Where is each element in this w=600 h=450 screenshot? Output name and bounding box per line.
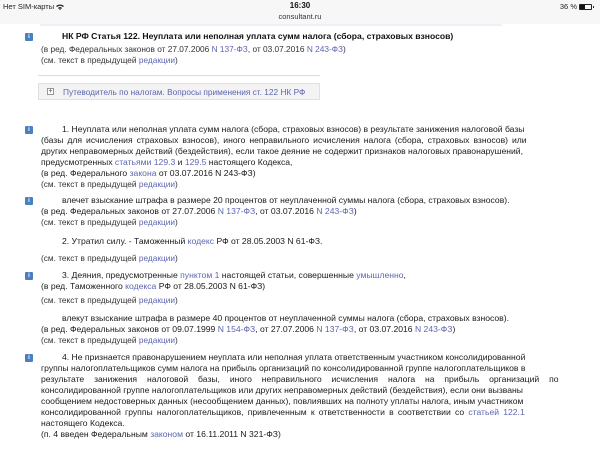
edition-note (41, 324, 455, 335)
customs-code-link[interactable]: кодекс (187, 236, 215, 246)
text: ) (353, 206, 357, 216)
prev-edition-note (41, 217, 178, 228)
edition-note (41, 206, 357, 217)
text: (см. текст в предыдущей (41, 55, 139, 65)
prev-edition-note (41, 179, 178, 190)
paragraph-2 (62, 236, 322, 247)
prev-edition-note (41, 55, 178, 66)
text: (см. текст в предыдущей (41, 295, 139, 305)
edition-note (41, 429, 281, 440)
text: (см. текст в предыдущей (41, 179, 139, 189)
info-icon[interactable]: i (25, 33, 33, 41)
prev-edition-link[interactable]: редакции (138, 253, 176, 263)
law-link[interactable]: закона (129, 168, 157, 178)
article-129-3-link[interactable]: статьями 129.3 (114, 157, 176, 167)
text: настоящей статьи, совершенные (219, 270, 357, 280)
paragraph-3 (62, 270, 406, 281)
prev-edition-link[interactable]: редакции (138, 55, 176, 65)
text: (см. текст в предыдущей (41, 217, 139, 227)
article-122-1-link[interactable]: статьей 122.1 (468, 407, 525, 417)
text: и (175, 157, 185, 167)
text: ) (175, 295, 178, 305)
text: , от 03.07.2016 (247, 44, 307, 54)
penalty-20-text: влечет взыскание штрафа в размере 20 процентов от неуплаченной суммы налога (сбора, страховых взносов). (62, 195, 510, 205)
text: от 16.11.2011 N 321-ФЗ) (183, 429, 281, 439)
paragraph-4-line: сообщением недостоверных данных (несообщением данных), повлиявших на полноту уплаты налога, иным участником (41, 396, 524, 406)
text: РФ от 28.05.2003 N 61-ФЗ. (214, 236, 323, 246)
paragraph-4-line: настоящего Кодекса. (41, 418, 125, 428)
text: (в ред. Таможенного (41, 281, 126, 291)
prev-edition-note (41, 253, 178, 264)
text: ) (175, 217, 178, 227)
text: (в ред. Федерального (41, 168, 130, 178)
article-129-5-link[interactable]: 129.5 (184, 157, 207, 167)
law-link-137[interactable]: N 137-ФЗ (316, 324, 354, 334)
customs-code-link[interactable]: кодекса (125, 281, 157, 291)
paragraph-1-line: (базы для исчисления страховых взносов), иного неправильного исчисления налога (сбора, страховых взносов) или (41, 135, 527, 145)
divider (40, 24, 502, 26)
address-bar-url[interactable]: consultant.ru (278, 12, 322, 21)
tax-guide-expander[interactable] (38, 83, 320, 100)
text: , от 03.07.2016 (353, 324, 415, 334)
text: консолидированной группы налогоплательщиков, привлеченным к ответственности в соответствии со (41, 407, 469, 417)
carrier-label: Нет SIM-карты (3, 2, 55, 11)
info-icon[interactable]: i (25, 126, 33, 134)
battery-icon (579, 4, 592, 10)
text: ) (175, 55, 178, 65)
paragraph-1-line (41, 157, 292, 168)
law-link-137[interactable]: N 137-ФЗ (211, 44, 248, 54)
text: настоящего Кодекса, (206, 157, 293, 167)
prev-edition-link[interactable]: редакции (138, 295, 176, 305)
prev-edition-link[interactable]: редакции (138, 217, 176, 227)
text: ) (175, 253, 178, 263)
law-link-137[interactable]: N 137-ФЗ (217, 206, 256, 216)
prev-edition-note (41, 295, 178, 306)
law-link-243[interactable]: N 243-ФЗ (306, 44, 344, 54)
text: (п. 4 введен Федеральным (41, 429, 151, 439)
clock: 16:30 (289, 1, 311, 10)
law-link-154[interactable]: N 154-ФЗ (217, 324, 256, 334)
tax-guide-link[interactable]: Путеводитель по налогам. Вопросы применения ст. 122 НК РФ (63, 87, 306, 97)
law-link-243[interactable]: N 243-ФЗ (414, 324, 453, 334)
text: РФ от 28.05.2003 N 61-ФЗ) (156, 281, 266, 291)
status-bar (0, 0, 600, 24)
law-link[interactable]: законом (150, 429, 183, 439)
paragraph-4-line (41, 407, 525, 418)
text: , от 03.07.2016 (255, 206, 317, 216)
prev-edition-link[interactable]: редакции (138, 179, 176, 189)
intentionally-link[interactable]: умышленно (356, 270, 404, 280)
text: (в ред. Федеральных законов от 27.07.2006 (41, 206, 218, 216)
battery-status (560, 2, 592, 11)
text: ) (175, 179, 178, 189)
info-icon[interactable]: i (25, 197, 33, 205)
text: 3. Деяния, предусмотренные (62, 270, 181, 280)
info-icon[interactable]: i (25, 272, 33, 280)
text: (в ред. Федеральных законов от 27.07.2006 (41, 44, 212, 54)
paragraph-1-line: других неправомерных действий (бездействия), если такое деяние не содержит признаков налоговых правонарушений, (41, 146, 524, 156)
text: , от 27.07.2006 (255, 324, 317, 334)
text: (в ред. Федеральных законов от 09.07.1999 (41, 324, 218, 334)
penalty-40-text: влекут взыскание штрафа в размере 40 процентов от неуплаченной суммы налога (сбора, страховых взносов). (62, 313, 509, 323)
edition-note (41, 168, 256, 179)
paragraph-4-line: результате занижения налоговой базы, иного неправильного исчисления налога на прибыль организаций по (41, 374, 559, 384)
prev-edition-note (41, 335, 178, 346)
article-title: НК РФ Статья 122. Неуплата или неполная уплата сумм налога (сбора, страховых взносов) (62, 31, 454, 41)
battery-percent: 36 % (559, 2, 577, 11)
law-link-243[interactable]: N 243-ФЗ (316, 206, 354, 216)
paragraph-4-line: 4. Не признается правонарушением неуплата или неполная уплата ответственным участником консолидированной (62, 352, 526, 362)
point-1-link[interactable]: пунктом 1 (180, 270, 220, 280)
text: 2. Утратил силу. - Таможенный (62, 236, 188, 246)
plus-icon[interactable]: + (48, 88, 53, 95)
prev-edition-link[interactable]: редакции (138, 335, 176, 345)
text: (см. текст в предыдущей (41, 253, 139, 263)
text: предусмотренных (41, 157, 115, 167)
divider (38, 75, 320, 76)
info-icon[interactable]: i (25, 354, 33, 362)
text: , (403, 270, 406, 280)
paragraph-4-line: консолидированной группе налогоплательщиков или других неправомерных действий (бездействия), если они вызваны (41, 385, 523, 395)
paragraph-1-line: 1. Неуплата или неполная уплата сумм налога (сбора, страховых взносов) в результате занижения налоговой базы (62, 124, 525, 134)
text: от 03.07.2016 N 243-ФЗ) (156, 168, 256, 178)
text: ) (175, 335, 178, 345)
title-edition-note (41, 44, 346, 55)
edition-note (41, 281, 265, 292)
text: ) (343, 44, 346, 54)
text: (см. текст в предыдущей (41, 335, 139, 345)
paragraph-4-line: группы налогоплательщиков сумм налога на прибыль организаций по консолидированной группе налогоплательщиков в (41, 363, 526, 373)
text: ) (452, 324, 456, 334)
